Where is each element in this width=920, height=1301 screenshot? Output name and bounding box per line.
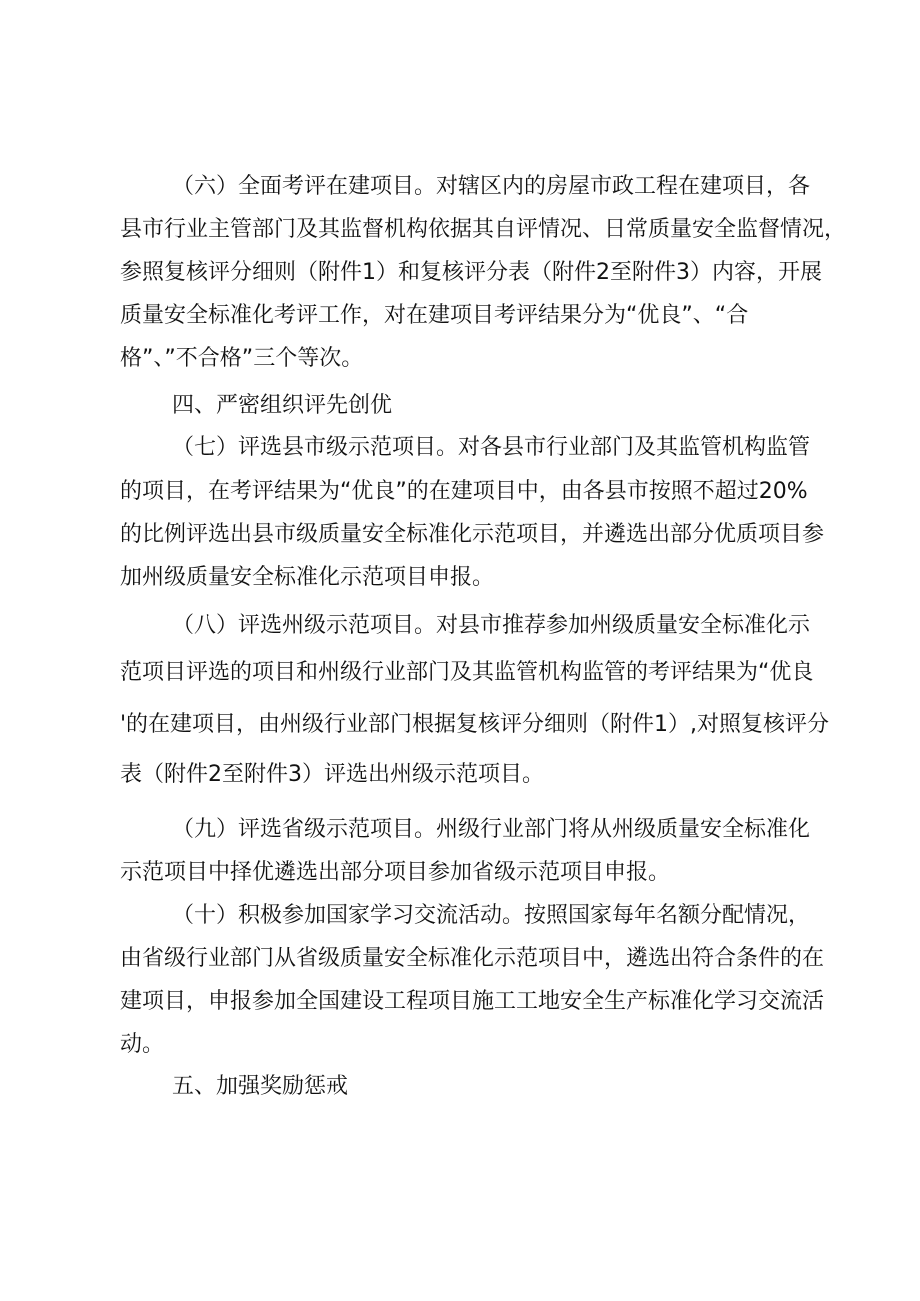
paragraph-10-line-2: 由省级行业部门从省级质量安全标准化示范项目中，遴选出符合条件的在 (120, 946, 825, 971)
paragraph-8-line-2: 范项目评选的项目和州级行业部门及其监管机构监管的考评结果为“优良 (120, 660, 814, 685)
paragraph-9-line-1: （九）评选省级示范项目。州级行业部门将从州级质量安全标准化 (172, 817, 811, 842)
paragraph-7-line-3: 的比例评选出县市级质量安全标准化示范项目，并遴选出部分优质项目参 (120, 522, 825, 547)
paragraph-6-line-1: （六）全面考评在建项目。对辖区内的房屋市政工程在建项目，各 (172, 174, 811, 199)
paragraph-9-line-2: 示范项目中择优遴选出部分项目参加省级示范项目申报。 (120, 860, 671, 885)
paragraph-7-line-1: （七）评选县市级示范项目。对各县市行业部门及其监管机构监管 (172, 435, 811, 460)
paragraph-10-line-4: 动。 (120, 1032, 165, 1057)
paragraph-6-line-3: 参照复核评分细则（附件1）和复核评分表（附件2至附件3）内容，开展 (120, 260, 822, 285)
paragraph-8-line-4: 表（附件2至附件3）评选出州级示范项目。 (120, 762, 544, 787)
paragraph-10-line-3: 建项目，申报参加全国建设工程项目施工工地安全生产标准化学习交流活 (120, 989, 825, 1014)
paragraph-8-line-1: （八）评选州级示范项目。对县市推荐参加州级质量安全标准化示 (172, 613, 811, 638)
paragraph-7-line-4: 加州级质量安全标准化示范项目申报。 (120, 565, 495, 590)
paragraph-10-line-1: （十）积极参加国家学习交流活动。按照国家每年名额分配情况， (172, 903, 811, 928)
paragraph-7-line-2: 的项目，在考评结果为“优良”的在建项目中，由各县市按照不超过20% (120, 479, 808, 504)
paragraph-6-line-5: 格”、”不合格”三个等次。 (120, 346, 364, 371)
paragraph-8-line-3: '的在建项目，由州级行业部门根据复核评分细则（附件1）,对照复核评分 (120, 712, 830, 737)
section-heading-5: 五、加强奖励惩戒 (172, 1074, 349, 1099)
paragraph-6-line-2: 县市行业主管部门及其监督机构依据其自评情况、日常质量安全监督情况， (120, 217, 847, 242)
section-heading-4: 四、严密组织评先创优 (172, 393, 393, 418)
paragraph-6-line-4: 质量安全标准化考评工作，对在建项目考评结果分为“优良”、“合 (120, 303, 749, 328)
